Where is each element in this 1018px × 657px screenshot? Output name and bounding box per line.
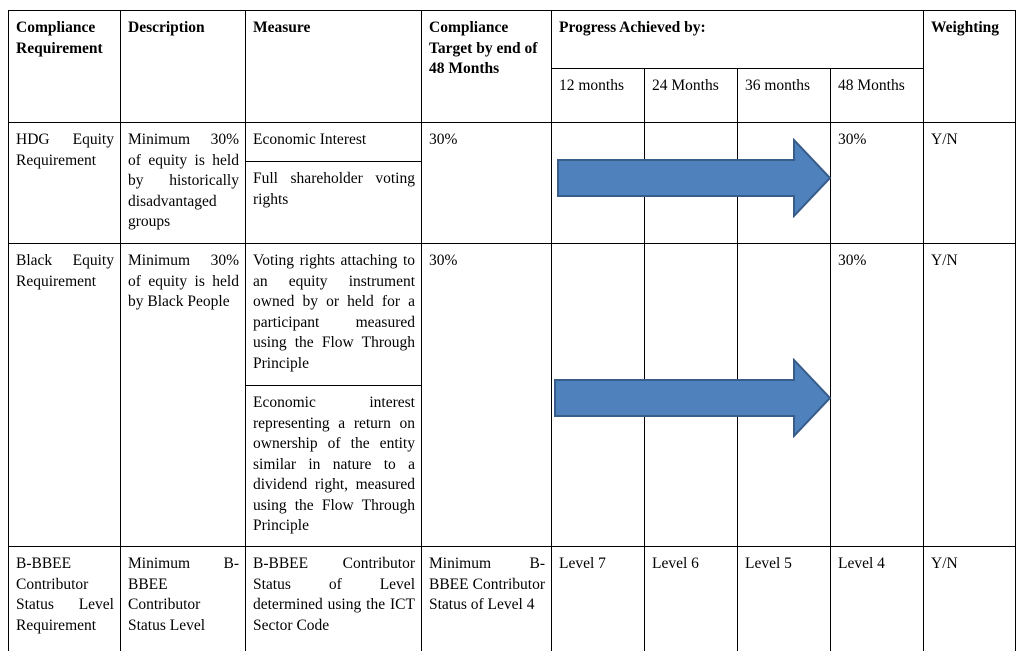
bbbee-target: Minimum B-BBEE Contributor Status of Level 4 [422,547,552,651]
hdg-24-months [645,123,738,244]
header-36-months: 36 months [738,69,831,123]
bbbee-36-months: Level 5 [738,547,831,651]
hdg-requirement: HDG Equity Requirement [9,123,121,244]
bbbee-requirement: B-BBEE Contributor Status Level Requirement [9,547,121,651]
compliance-table [8,10,1016,651]
header-progress: Progress Achieved by: [552,11,924,69]
hdg-description: Minimum 30% of equity is held by historically disadvantaged groups [121,123,246,244]
hdg-12-months [552,123,645,244]
black-weighting: Y/N [924,244,1016,547]
bbbee-measure: B-BBEE Contributor Status of Level determined using the ICT Sector Code [246,547,422,651]
black-48-months: 30% [831,244,924,547]
hdg-48-months: 30% [831,123,924,244]
black-description: Minimum 30% of equity is held by Black People [121,244,246,547]
black-measure-voting-rights: Voting rights attaching to an equity instrument owned by or held for a participant measured using the Flow Through Principle [246,244,422,386]
hdg-36-months [738,123,831,244]
header-12-months: 12 months [552,69,645,123]
header-compliance-requirement: Compliance Requirement [9,11,121,123]
black-measure-economic-interest: Economic interest representing a return on ownership of the entity similar in nature to a dividend right, measured using the Flow Through Principle [246,386,422,547]
hdg-measure-economic-interest: Economic Interest [246,123,422,162]
bbbee-weighting: Y/N [924,547,1016,651]
black-36-months [738,244,831,547]
header-weighting: Weighting [924,11,1016,123]
bbbee-12-months: Level 7 [552,547,645,651]
header-description: Description [121,11,246,123]
black-target: 30% [422,244,552,547]
header-measure: Measure [246,11,422,123]
header-compliance-target: Compliance Target by end of 48 Months [422,11,552,123]
hdg-target: 30% [422,123,552,244]
hdg-measure-voting-rights: Full shareholder voting rights [246,162,422,244]
header-24-months: 24 Months [645,69,738,123]
black-12-months [552,244,645,547]
hdg-weighting: Y/N [924,123,1016,244]
bbbee-48-months: Level 4 [831,547,924,651]
black-24-months [645,244,738,547]
bbbee-24-months: Level 6 [645,547,738,651]
header-48-months: 48 Months [831,69,924,123]
bbbee-description: Minimum B-BBEE Contributor Status Level [121,547,246,651]
black-requirement: Black Equity Requirement [9,244,121,547]
